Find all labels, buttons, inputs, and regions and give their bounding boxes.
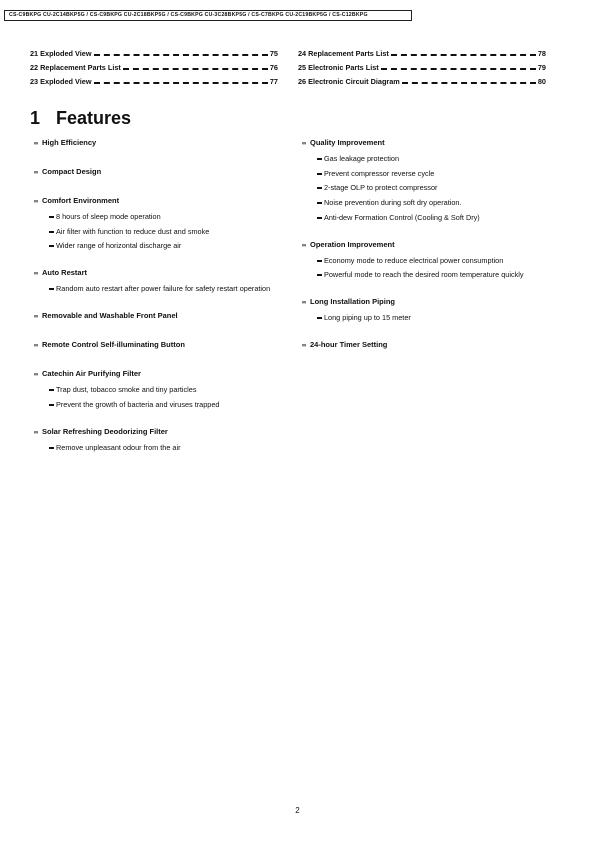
feature-block [34,426,284,453]
feature-sub-list [34,384,284,410]
feature-sub-item-text: Long piping up to 15 meter [324,313,411,323]
feature-sub-item [34,211,284,222]
feature-sub-list [302,153,552,223]
toc-entry[interactable] [298,72,546,86]
toc-entry[interactable] [30,44,278,58]
feature-title: Comfort Environment [42,196,120,205]
feature-sub-item [34,442,284,453]
feature-sub-item-text: Anti-dew Formation Control (Cooling & Soft Dry) [324,212,480,222]
infinity-bullet-icon: ∞ [34,271,39,278]
section-heading [30,108,131,129]
toc-entry-title: 26 Electronic Circuit Diagram [298,77,400,86]
infinity-bullet-icon: ∞ [302,300,307,307]
feature-heading [302,239,552,252]
infinity-bullet-icon: ∞ [302,242,307,249]
feature-sub-list [34,283,284,294]
feature-title: Long Installation Piping [310,297,395,307]
feature-heading [34,137,284,150]
feature-sub-item [302,182,552,193]
feature-sub-item-text: Prevent compressor reverse cycle [324,168,435,178]
feature-sub-item [34,226,284,237]
feature-title: Catechin Air Purifying Filter [42,369,141,379]
feature-sub-item-text: Trap dust, tobacco smoke and tiny particles [56,385,197,395]
toc-entry-page: 80 [537,77,546,86]
feature-block [34,267,284,294]
feature-block [34,166,284,179]
dash-bullet-icon [317,260,322,262]
feature-sub-item [302,312,552,323]
dash-bullet-icon [49,216,54,218]
feature-sub-item-text: Remove unpleasant odour from the air [56,443,181,453]
infinity-bullet-icon: ∞ [34,372,39,379]
dash-bullet-icon [317,274,322,276]
feature-sub-list [302,255,552,281]
feature-block [302,239,552,281]
feature-sub-item-text: Prevent the growth of bacteria and viruses trapped [56,400,220,410]
feature-sub-item-text: Economy mode to reduce electrical power consumption [324,255,504,265]
feature-sub-item [302,153,552,164]
feature-sub-item [34,283,284,294]
infinity-bullet-icon: ∞ [34,314,39,321]
feature-block [34,137,284,150]
feature-title: 24-hour Timer Setting [310,340,388,350]
feature-block [302,339,552,352]
feature-block [34,310,284,323]
toc-leader [94,54,268,56]
feature-heading [34,426,284,439]
features-left-column [34,137,284,469]
feature-title: Removable and Washable Front Panel [42,311,178,321]
feature-title: Remote Control Self-illuminating Button [42,340,185,350]
feature-heading [34,267,284,280]
dash-bullet-icon [49,288,54,290]
toc-leader [402,82,536,84]
feature-sub-item-text: Noise prevention during soft dry operation. [324,198,462,208]
feature-sub-item-text: Gas leakage protection [324,154,400,163]
feature-sub-item-text: Air filter with function to reduce dust and smoke [56,226,210,236]
feature-title: Compact Design [42,167,102,176]
infinity-bullet-icon: ∞ [302,141,307,147]
feature-sub-item [302,269,552,280]
dash-bullet-icon [317,158,322,160]
section-number: 1 [30,108,41,128]
dash-bullet-icon [49,447,54,449]
infinity-bullet-icon: ∞ [34,170,39,176]
dash-bullet-icon [49,389,54,391]
feature-sub-item [302,255,552,266]
feature-block [34,339,284,352]
dash-bullet-icon [317,187,322,189]
infinity-bullet-icon: ∞ [34,141,39,147]
toc-entry-page: 78 [537,49,546,58]
features-right-column [302,137,552,368]
toc-entry-page: 79 [537,63,546,72]
toc-entry-page: 75 [269,49,278,58]
toc-leader [381,68,536,70]
feature-heading [34,339,284,352]
feature-title: High Efficiency [42,138,97,147]
infinity-bullet-icon: ∞ [34,343,39,350]
feature-block [34,368,284,410]
toc-leader [391,54,536,56]
infinity-bullet-icon: ∞ [34,199,39,205]
feature-heading [302,137,552,150]
page-number: 2 [295,806,300,815]
feature-title: Operation Improvement [310,239,395,249]
dash-bullet-icon [317,202,322,204]
infinity-bullet-icon: ∞ [34,430,39,437]
feature-sub-item-text: Random auto restart after power failure for safety restart operation [56,284,271,294]
feature-heading [302,339,552,352]
feature-sub-item [302,197,552,208]
feature-sub-item [34,240,284,251]
toc-entry-title: 25 Electronic Parts List [298,63,379,72]
toc-entry-page: 76 [269,63,278,72]
feature-heading [34,166,284,179]
feature-sub-item-text: 2-stage OLP to protect compressor [324,183,438,193]
feature-sub-list [34,442,284,453]
feature-block [34,195,284,251]
feature-sub-item-text: Powerful mode to reach the desired room temperature quickly [324,270,524,280]
toc-leader [123,68,268,70]
feature-sub-list [302,312,552,323]
feature-sub-item [34,384,284,395]
dash-bullet-icon [317,173,322,175]
feature-sub-item [302,212,552,223]
dash-bullet-icon [317,217,322,219]
feature-sub-item [302,168,552,179]
toc-left-column [30,44,278,86]
feature-sub-item-text: Wider range of horizontal discharge air [56,241,182,251]
toc-entry[interactable] [298,44,546,58]
feature-heading [34,310,284,323]
infinity-bullet-icon: ∞ [302,343,307,350]
feature-sub-list [34,211,284,251]
toc-entry-title: 22 Replacement Parts List [30,63,121,72]
feature-heading [34,195,284,208]
feature-sub-item [34,399,284,410]
dash-bullet-icon [49,245,54,247]
feature-heading [302,296,552,309]
toc-entry[interactable] [30,58,278,72]
feature-title: Auto Restart [42,268,88,278]
dash-bullet-icon [49,231,54,233]
toc-entry-title: 23 Exploded View [30,77,92,86]
toc-entry-title: 21 Exploded View [30,49,92,58]
model-header [4,10,412,21]
dash-bullet-icon [49,404,54,406]
feature-title: Quality Improvement [310,138,385,147]
toc-entry[interactable] [298,58,546,72]
feature-block [302,296,552,323]
toc-entry-page: 77 [269,77,278,86]
feature-sub-item-text: 8 hours of sleep mode operation [56,212,161,221]
toc-leader [94,82,268,84]
feature-title: Solar Refreshing Deodorizing Filter [42,427,168,437]
toc-entry[interactable] [30,72,278,86]
section-title: Features [56,108,132,128]
toc-right-column [298,44,546,86]
dash-bullet-icon [317,317,322,319]
toc-entry-title: 24 Replacement Parts List [298,49,389,58]
feature-heading [34,368,284,381]
feature-block [302,137,552,223]
model-header-text: CS-C9BKPG CU-2C14BKP5G / CS-C9BKPG CU-2C18BKP5G / CS-C9BKPG CU-3C28BKP5G / CS-C7BKPG CU-2C19BKP5G / CS-C12BKPG [9,12,368,18]
